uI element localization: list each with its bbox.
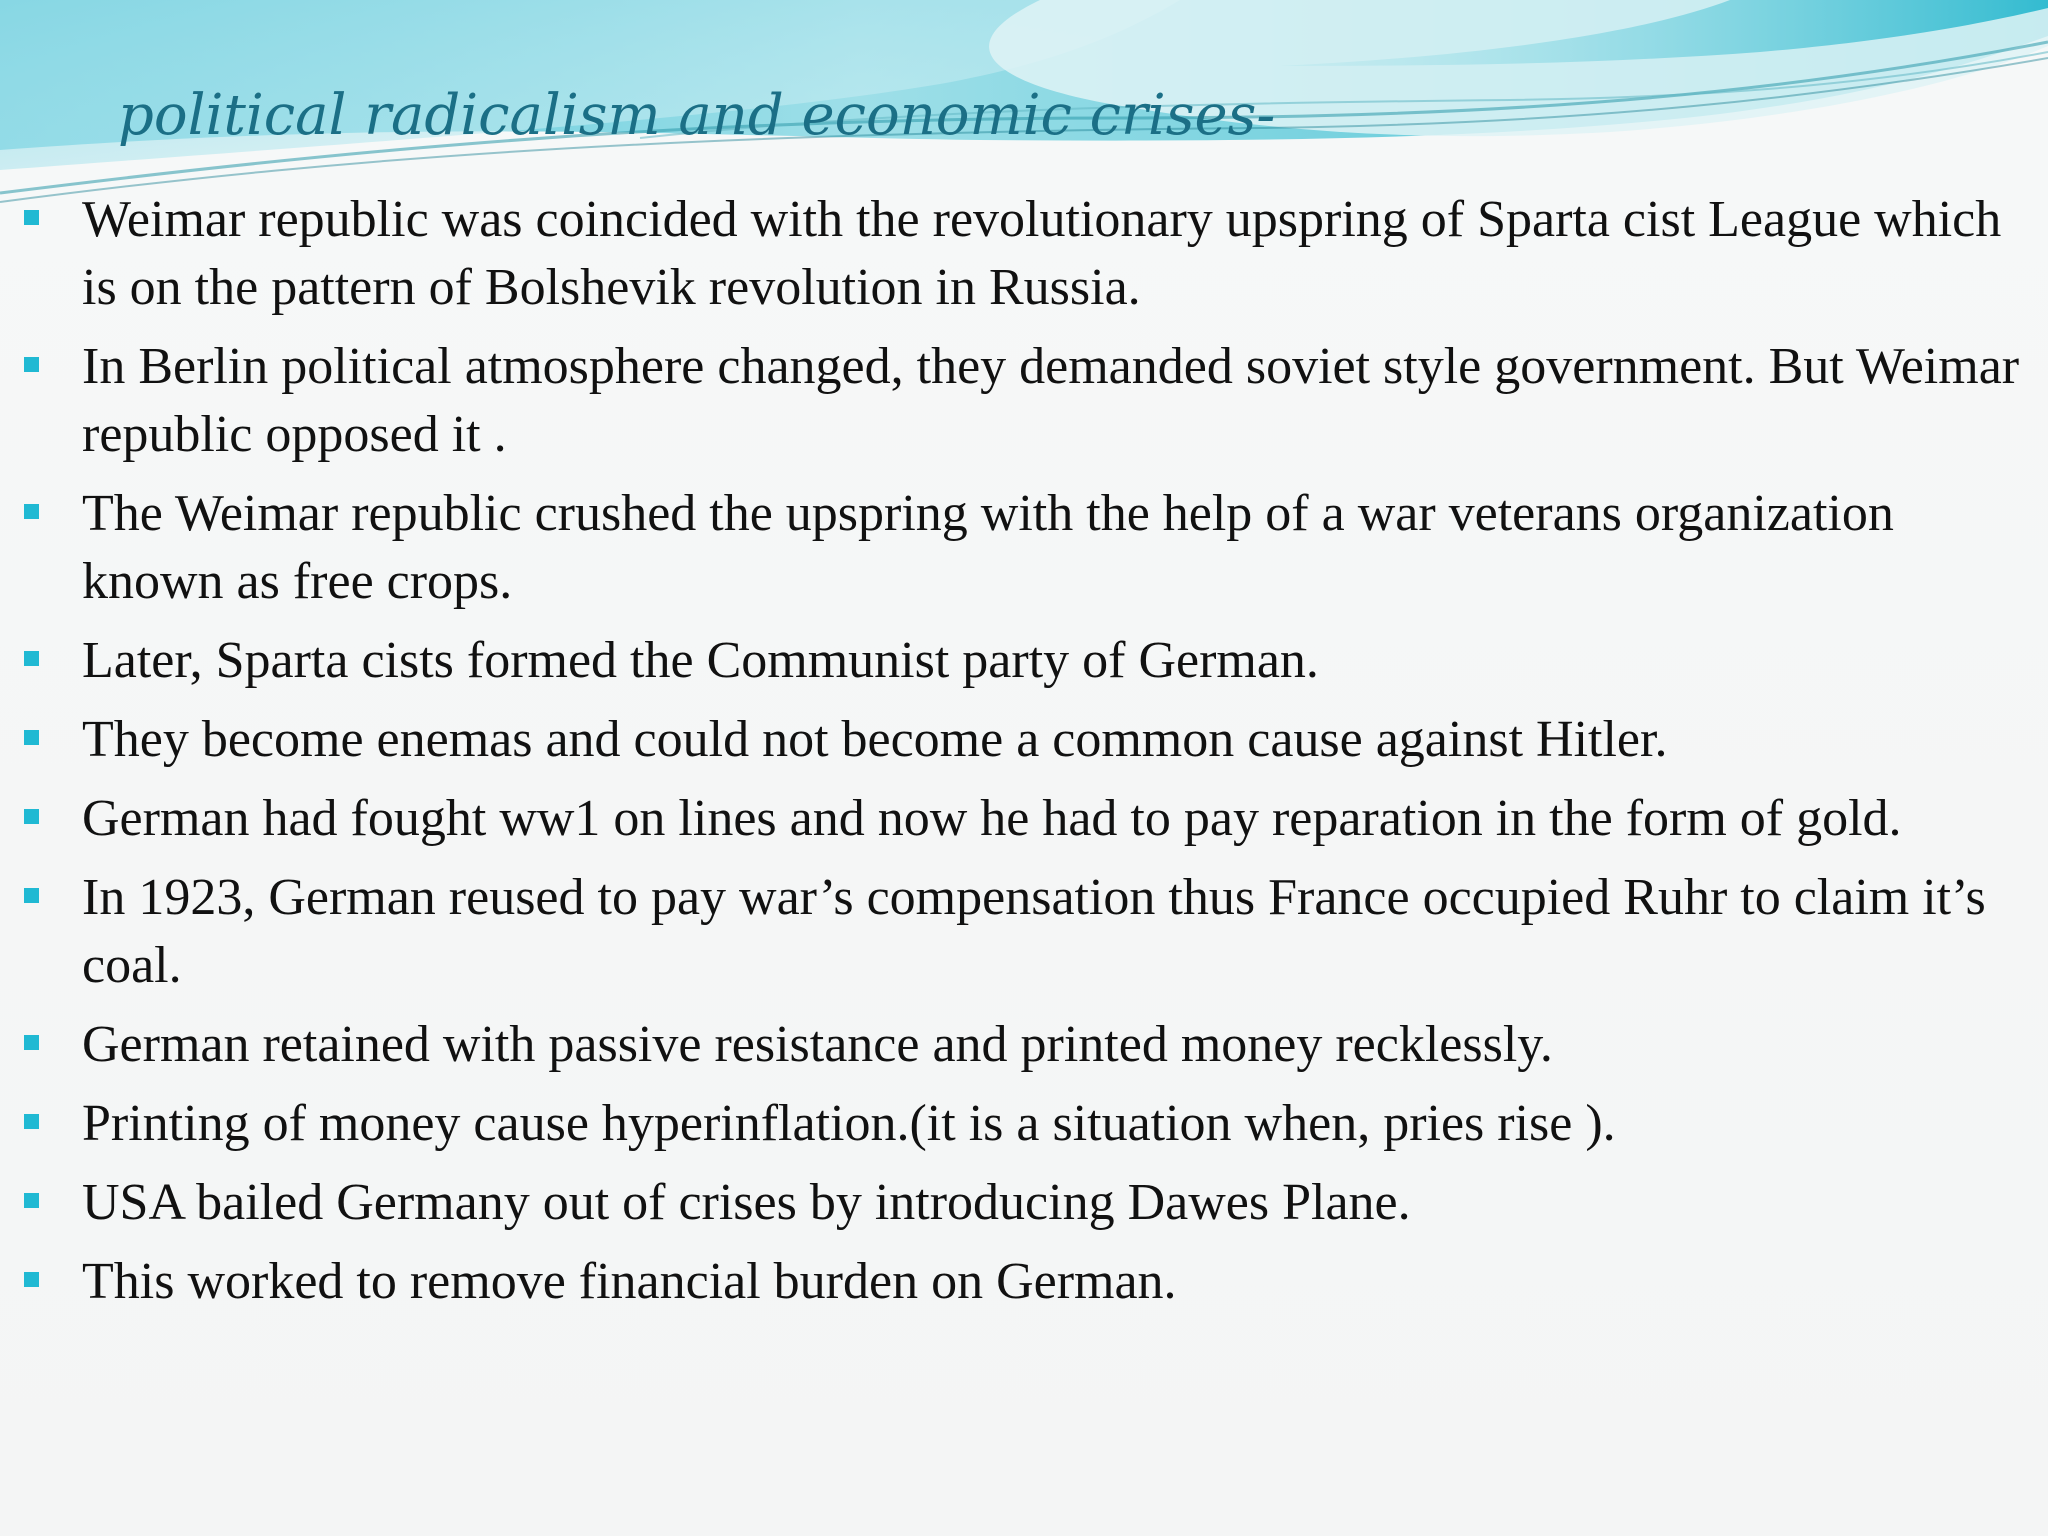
bullet-text: Later, Sparta cists formed the Communist party of German. (82, 632, 1319, 689)
bullet-item (0, 480, 2048, 616)
bullet-item (0, 706, 2048, 774)
bullet-text: German retained with passive resistance and printed money recklessly. (82, 1016, 1553, 1073)
square-bullet-icon (24, 730, 39, 745)
bullet-text: USA bailed Germany out of crises by introducing Dawes Plane. (82, 1174, 1411, 1231)
square-bullet-icon (24, 357, 39, 372)
bullet-item (0, 1011, 2048, 1079)
square-bullet-icon (24, 1193, 39, 1208)
bullet-text: Weimar republic was coincided with the revolutionary upspring of Sparta cist League which is on the pattern of Bolshevik revolution in Russia. (82, 191, 2002, 316)
bullet-item (0, 785, 2048, 853)
bullet-list (0, 186, 2048, 1316)
square-bullet-icon (24, 809, 39, 824)
bullet-item (0, 627, 2048, 695)
bullet-item (0, 864, 2048, 1000)
square-bullet-icon (24, 504, 39, 519)
bullet-text: They become enemas and could not become a common cause against Hitler. (82, 711, 1668, 768)
square-bullet-icon (24, 210, 39, 225)
bullet-item (0, 333, 2048, 469)
bullet-text: In Berlin political atmosphere changed, they demanded soviet style government. But Weimar republic opposed it . (82, 338, 2020, 463)
bullet-item (0, 1169, 2048, 1237)
bullet-text: This worked to remove financial burden on German. (82, 1253, 1177, 1310)
bullet-text: Printing of money cause hyperinflation.(it is a situation when, pries rise ). (82, 1095, 1616, 1152)
slide-title: political radicalism and economic crises- (118, 83, 1276, 148)
bullet-text: The Weimar republic crushed the upspring with the help of a war veterans organization known as free crops. (82, 485, 1894, 610)
square-bullet-icon (24, 888, 39, 903)
slide-content (0, 186, 2048, 1406)
square-bullet-icon (24, 1272, 39, 1287)
square-bullet-icon (24, 1114, 39, 1129)
square-bullet-icon (24, 1035, 39, 1050)
bullet-text: In 1923, German reused to pay war’s compensation thus France occupied Ruhr to claim it’s coal. (82, 869, 1986, 994)
bullet-item (0, 1248, 2048, 1316)
square-bullet-icon (24, 651, 39, 666)
bullet-item (0, 186, 2048, 322)
bullet-text: German had fought ww1 on lines and now he had to pay reparation in the form of gold. (82, 790, 1902, 847)
bullet-item (0, 1090, 2048, 1158)
